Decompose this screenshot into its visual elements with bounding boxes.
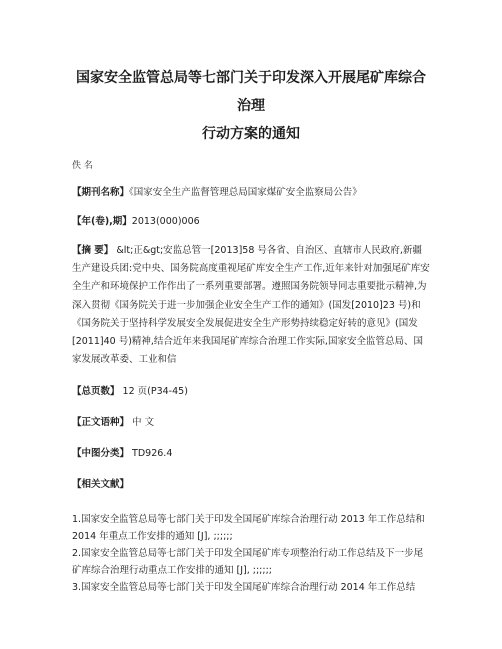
year-volume-label: 【年(卷),期】 — [72, 216, 132, 227]
abstract-text: &lt;正&gt;安监总管一[2013]58 号各省、自治区、直辖市人民政府,新疆生产建设兵团:党中央、国务院高度重视尾矿库安全生产工作,近年来针对加强尾矿库安全生产和环境保护工作作出了一系列重要部署。遵照国务院领导同志重要批示精神,为深入贯彻《国务院关于进一步加强企业安全生产工作的通知》(国发[2010]23 号)和《国务院关于坚持科学发展安全发展促进安全生产形势持续稳定好转的意见》(国发[2011]40 号)精神,结合近年来我国尾矿库综合治理工作实际,国家安全监管总局、国家发展改革委、工业和信 — [72, 245, 430, 366]
title-line-2: 行动方案的通知 — [202, 126, 300, 142]
classification-label: 【中图分类】 — [72, 448, 130, 460]
journal-source-label: 【期刊名称】 — [72, 187, 130, 198]
document-title — [72, 0, 430, 148]
related-literature-label: 【相关文献】 — [72, 479, 130, 491]
classification-field — [72, 445, 430, 462]
page-count-field — [72, 383, 430, 400]
language-field — [72, 414, 430, 431]
page-count-value: 12 页(P34-45) — [122, 386, 188, 398]
author: 佚 名 — [72, 161, 93, 171]
language-value: 中 文 — [132, 417, 155, 429]
related-literature-heading — [72, 476, 430, 493]
page-count-label: 【总页数】 — [72, 386, 120, 398]
reference-item[interactable]: 2.国家安全监管总局等七部门关于印发全国尾矿库专项整治行动工作总结及下一步尾矿库综合治理行动重点工作安排的通知 [J], ;;;;;; — [72, 548, 424, 576]
reference-item[interactable]: 1.国家安全监管总局等七部门关于印发全国尾矿库综合治理行动 2013 年工作总结和 2014 年重点工作安排的通知 [J], ;;;;;; — [72, 514, 425, 543]
year-volume-field — [72, 213, 430, 230]
classification-value: TD926.4 — [132, 448, 173, 460]
language-label: 【正文语种】 — [72, 417, 130, 429]
journal-source-value: 《国家安全生产监督管理总局国家煤矿安全监察局公告》 — [129, 187, 362, 198]
title-line-1: 国家安全监管总局等七部门关于印发深入开展尾矿库综合治理 — [76, 70, 426, 114]
reference-list — [72, 512, 430, 596]
reference-item[interactable]: 3.国家安全监管总局等七部门关于印发全国尾矿库综合治理行动 2014 年工作总结 — [72, 581, 416, 593]
abstract-label: 【摘 要】 — [72, 245, 114, 256]
abstract-field — [72, 242, 430, 369]
year-volume-value: 2013(000)006 — [131, 216, 200, 227]
journal-source-field — [72, 184, 430, 201]
